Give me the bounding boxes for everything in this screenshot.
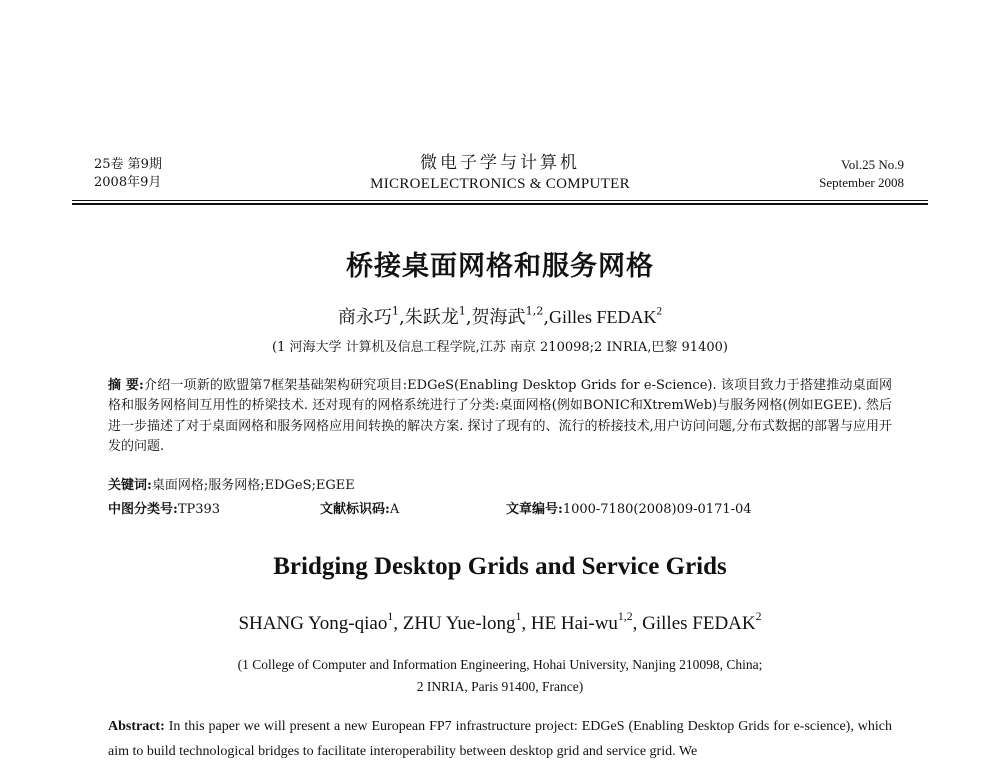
abstract-text-cn: 介绍一项新的欧盟第7框架基础架构研究项目:EDGeS(Enabling Desktop Grids for e-Science). 该项目致力于搭建推动桌面网格和服务网格间互用性的桥梁技术. 还对现有的网格系统进行了分类:桌面网格(例如BONIC和XtremWeb)与服务网格(例如EGEE). 然后进一步描述了对于桌面网格和服务网格应用间转换的解决方案. 探讨了现有的、流行的桥接技术,用户访问问题,分布式数据的部署与应用开发的问题. [108,378,893,455]
abstract-en [108,714,892,764]
article-number: 文章编号:1000-7180(2008)09-0171-04 [506,502,752,517]
journal-name-cn: 微电子学与计算机 [420,153,580,173]
date-en: September 2008 [819,175,904,190]
author-en: ZHU Yue-long$^1$, [402,610,531,634]
abstract-text-en: In this paper we will present a new European FP7 infrastructure project: EDGeS (Enabling Desktop Grids for e-science), which aim to build technological bridges to facilitate interoperability between desktop grid and service grid. We [108,719,893,759]
author-cn: 朱跃龙$^1$, [404,304,472,328]
abstract-label-en: Abstract: [108,719,165,734]
author-list-en [0,610,1000,635]
volume-issue-en: Vol.25 No.9 [841,157,904,172]
journal-name-en: MICROELECTRONICS & COMPUTER [370,176,630,192]
affiliation-en-line1: (1 College of Computer and Information Engineering, Hohai University, Nanjing 210098, China; [237,657,763,672]
keywords-text-cn: 桌面网格;服务网格;EDGeS;EGEE [151,478,355,493]
author-en: HE Hai-wu$^{1,2}$, [530,610,643,634]
document-code: 文献标识码:A [320,502,400,517]
keywords-label-cn: 关键词: [108,478,152,493]
author-cn: 贺海武$^{1,2}$, [471,304,550,328]
paper-title-cn: 桥接桌面网格和服务网格 [346,251,654,282]
affiliation-en [0,654,1000,698]
author-cn: 商永巧$^1$, [337,304,405,328]
affiliation-cn: (1 河海大学 计算机及信息工程学院,江苏 南京 210098;2 INRIA,巴黎 91400) [272,340,728,355]
keywords-cn [108,477,355,495]
author-en: Gilles FEDAK$^2$ [642,610,762,634]
author-cn: Gilles FEDAK$^2$ [549,305,663,327]
paper-title-en: Bridging Desktop Grids and Service Grids [273,553,727,580]
clc-number: 中图分类号:TP393 [108,502,221,517]
abstract-label-cn: 摘 要: [108,378,144,393]
header-rule-thin [72,200,928,201]
author-en: SHANG Yong-qiao$^1$, [238,610,403,634]
affiliation-en-line2: 2 INRIA, Paris 91400, France) [416,679,584,694]
issue-info-en [819,156,904,192]
author-list-cn [0,303,1000,329]
abstract-cn [108,376,892,458]
header-rule-thick [72,203,928,205]
volume-issue-cn: 25卷 第9期 [94,157,162,172]
date-cn: 2008年9月 [94,175,162,190]
